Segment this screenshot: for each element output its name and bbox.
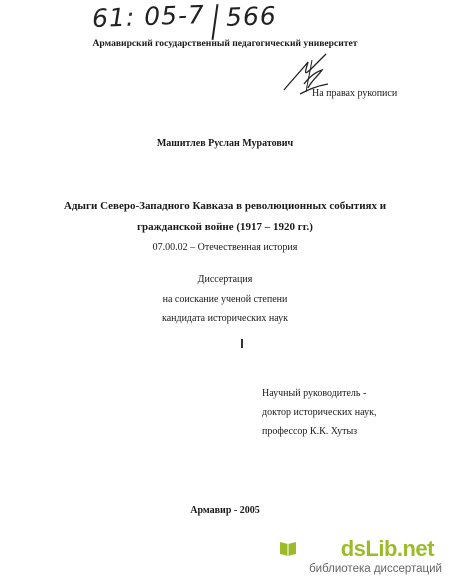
- watermark-logo: dsLib.net: [340, 536, 434, 561]
- thesis-title-line-2: гражданской войне (1917 – 1920 гг.): [137, 221, 313, 233]
- stamp-right-number: 566: [225, 1, 278, 32]
- city-year: Армавир - 2005: [190, 505, 260, 516]
- author-name: Машитлев Руслан Муратович: [156, 138, 294, 149]
- thesis-title-line-1: Адыги Северо-Западного Кавказа в революционных событиях и: [63, 200, 387, 212]
- stamp-left-number: 61: 05-7: [91, 0, 206, 33]
- archive-stamp: [92, 0, 206, 33]
- stray-mark: [241, 339, 243, 348]
- university-name: Армавирский государственный педагогический университет: [92, 38, 358, 49]
- dissertation-label: Диссертация: [197, 274, 253, 285]
- manuscript-note: На правах рукописи: [312, 88, 398, 99]
- stamp-divider: [212, 4, 219, 40]
- degree-line: на соискание ученой степени: [162, 294, 288, 305]
- stamp-right: [226, 1, 278, 32]
- specialty-code: 07.00.02 – Отечественная история: [152, 242, 298, 253]
- degree-field: кандидата исторических наук: [161, 313, 289, 324]
- book-icon: [278, 538, 298, 558]
- watermark[interactable]: [278, 536, 448, 580]
- advisor-name: профессор К.К. Хутыз: [262, 426, 358, 437]
- watermark-tagline: библиотека диссертаций: [309, 563, 442, 575]
- advisor-degree: доктор исторических наук,: [262, 407, 377, 418]
- advisor-role: Научный руководитель -: [262, 388, 367, 399]
